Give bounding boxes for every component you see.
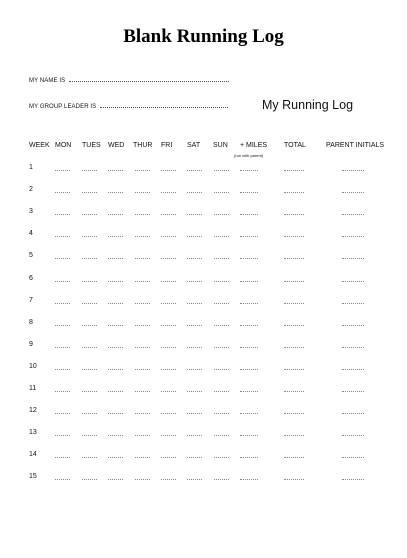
- sun-blank-line[interactable]: [214, 347, 229, 348]
- wed-blank-line[interactable]: [108, 457, 123, 458]
- sun-blank-line[interactable]: [214, 303, 229, 304]
- sat-blank-line[interactable]: [187, 236, 202, 237]
- total-blank-line[interactable]: [284, 281, 304, 282]
- wed-blank-line[interactable]: [108, 413, 123, 414]
- fri-blank-line[interactable]: [161, 281, 176, 282]
- page-title: Blank Running Log: [123, 26, 284, 47]
- total-blank-line[interactable]: [284, 192, 304, 193]
- fri-blank-line[interactable]: [161, 170, 176, 171]
- miles-blank-line[interactable]: [240, 325, 258, 326]
- week-number: 11: [29, 385, 37, 392]
- group-leader-blank-line[interactable]: [100, 107, 228, 108]
- thur-blank-line[interactable]: [135, 391, 150, 392]
- sat-blank-line[interactable]: [187, 347, 202, 348]
- mon-blank-line[interactable]: [55, 369, 70, 370]
- sun-blank-line[interactable]: [214, 413, 229, 414]
- sat-blank-line[interactable]: [187, 170, 202, 171]
- tues-blank-line[interactable]: [82, 258, 97, 259]
- week-number: 9: [29, 340, 33, 348]
- sun-blank-line[interactable]: [214, 258, 229, 259]
- parent-initials-blank-line[interactable]: [342, 369, 364, 370]
- mon-blank-line[interactable]: [55, 281, 70, 282]
- tues-blank-line[interactable]: [82, 347, 97, 348]
- header-mon: MON: [55, 142, 72, 149]
- week-number: 10: [29, 362, 37, 370]
- week-number: 8: [29, 318, 33, 326]
- miles-blank-line[interactable]: [240, 192, 258, 193]
- week-number: 4: [29, 230, 33, 238]
- week-number: 12: [29, 407, 37, 415]
- total-blank-line[interactable]: [284, 391, 304, 392]
- sun-blank-line[interactable]: [214, 391, 229, 392]
- total-blank-line[interactable]: [284, 413, 304, 414]
- total-blank-line[interactable]: [284, 236, 304, 237]
- thur-blank-line[interactable]: [135, 170, 150, 171]
- tues-blank-line[interactable]: [82, 303, 97, 304]
- fri-blank-line[interactable]: [161, 192, 176, 193]
- header-parent-initials: PARENT INITIALS: [326, 142, 385, 149]
- fri-blank-line[interactable]: [161, 236, 176, 237]
- tues-blank-line[interactable]: [82, 391, 97, 392]
- mon-blank-line[interactable]: [55, 214, 70, 215]
- group-leader-label: MY GROUP LEADER IS: [29, 104, 97, 110]
- mon-blank-line[interactable]: [55, 435, 70, 436]
- mon-blank-line[interactable]: [55, 170, 70, 171]
- wed-blank-line[interactable]: [108, 303, 123, 304]
- sat-blank-line[interactable]: [187, 435, 202, 436]
- group-leader-field: [29, 104, 228, 110]
- fri-blank-line[interactable]: [161, 325, 176, 326]
- wed-blank-line[interactable]: [108, 214, 123, 215]
- header-fri: FRI: [161, 142, 173, 149]
- thur-blank-line[interactable]: [135, 325, 150, 326]
- header-week: WEEK: [29, 142, 50, 149]
- week-number: 2: [29, 186, 33, 194]
- thur-blank-line[interactable]: [135, 214, 150, 215]
- parent-initials-blank-line[interactable]: [342, 192, 364, 193]
- thur-blank-line[interactable]: [135, 192, 150, 193]
- miles-blank-line[interactable]: [240, 170, 258, 171]
- thur-blank-line[interactable]: [135, 413, 150, 414]
- parent-initials-blank-line[interactable]: [342, 457, 364, 458]
- sat-blank-line[interactable]: [187, 258, 202, 259]
- parent-initials-blank-line[interactable]: [342, 236, 364, 237]
- mon-blank-line[interactable]: [55, 479, 70, 480]
- parent-initials-blank-line[interactable]: [342, 413, 364, 414]
- sat-blank-line[interactable]: [187, 479, 202, 480]
- miles-blank-line[interactable]: [240, 369, 258, 370]
- wed-blank-line[interactable]: [108, 479, 123, 480]
- miles-blank-line[interactable]: [240, 479, 258, 480]
- parent-initials-blank-line[interactable]: [342, 391, 364, 392]
- miles-blank-line[interactable]: [240, 236, 258, 237]
- fri-blank-line[interactable]: [161, 457, 176, 458]
- sun-blank-line[interactable]: [214, 214, 229, 215]
- fri-blank-line[interactable]: [161, 435, 176, 436]
- sun-blank-line[interactable]: [214, 281, 229, 282]
- fri-blank-line[interactable]: [161, 479, 176, 480]
- wed-blank-line[interactable]: [108, 325, 123, 326]
- thur-blank-line[interactable]: [135, 457, 150, 458]
- total-blank-line[interactable]: [284, 369, 304, 370]
- thur-blank-line[interactable]: [135, 258, 150, 259]
- miles-blank-line[interactable]: [240, 214, 258, 215]
- total-blank-line[interactable]: [284, 303, 304, 304]
- wed-blank-line[interactable]: [108, 258, 123, 259]
- header-sun: SUN: [213, 142, 228, 149]
- week-number: 3: [29, 208, 33, 216]
- total-blank-line[interactable]: [284, 258, 304, 259]
- total-blank-line[interactable]: [284, 347, 304, 348]
- total-blank-line[interactable]: [284, 457, 304, 458]
- tues-blank-line[interactable]: [82, 236, 97, 237]
- parent-initials-blank-line[interactable]: [342, 325, 364, 326]
- miles-blank-line[interactable]: [240, 391, 258, 392]
- parent-initials-blank-line[interactable]: [342, 258, 364, 259]
- tues-blank-line[interactable]: [82, 281, 97, 282]
- mon-blank-line[interactable]: [55, 413, 70, 414]
- thur-blank-line[interactable]: [135, 479, 150, 480]
- name-blank-line[interactable]: [69, 81, 229, 82]
- log-subtitle: My Running Log: [262, 98, 354, 112]
- header-thur: THUR: [133, 142, 153, 149]
- tues-blank-line[interactable]: [82, 457, 97, 458]
- header-wed: WED: [108, 142, 125, 149]
- sat-blank-line[interactable]: [187, 214, 202, 215]
- sat-blank-line[interactable]: [187, 413, 202, 414]
- tues-blank-line[interactable]: [82, 479, 97, 480]
- mon-blank-line[interactable]: [55, 258, 70, 259]
- wed-blank-line[interactable]: [108, 170, 123, 171]
- tues-blank-line[interactable]: [82, 435, 97, 436]
- thur-blank-line[interactable]: [135, 369, 150, 370]
- tues-blank-line[interactable]: [82, 214, 97, 215]
- wed-blank-line[interactable]: [108, 192, 123, 193]
- thur-blank-line[interactable]: [135, 303, 150, 304]
- parent-initials-blank-line[interactable]: [342, 214, 364, 215]
- total-blank-line[interactable]: [284, 325, 304, 326]
- parent-initials-blank-line[interactable]: [342, 347, 364, 348]
- name-label: MY NAME IS: [29, 78, 66, 84]
- header-sat: SAT: [187, 142, 201, 149]
- miles-blank-line[interactable]: [240, 303, 258, 304]
- thur-blank-line[interactable]: [135, 435, 150, 436]
- sun-blank-line[interactable]: [214, 479, 229, 480]
- fri-blank-line[interactable]: [161, 214, 176, 215]
- parent-initials-blank-line[interactable]: [342, 170, 364, 171]
- tues-blank-line[interactable]: [82, 192, 97, 193]
- week-number: 7: [29, 296, 33, 304]
- miles-blank-line[interactable]: [240, 347, 258, 348]
- week-number: 14: [29, 451, 37, 459]
- miles-blank-line[interactable]: [240, 457, 258, 458]
- week-number: 13: [29, 429, 37, 437]
- sat-blank-line[interactable]: [187, 192, 202, 193]
- miles-blank-line[interactable]: [240, 413, 258, 414]
- mon-blank-line[interactable]: [55, 303, 70, 304]
- sun-blank-line[interactable]: [214, 435, 229, 436]
- miles-note: (run with parent): [234, 153, 264, 158]
- tues-blank-line[interactable]: [82, 170, 97, 171]
- thur-blank-line[interactable]: [135, 281, 150, 282]
- wed-blank-line[interactable]: [108, 236, 123, 237]
- wed-blank-line[interactable]: [108, 391, 123, 392]
- parent-initials-blank-line[interactable]: [342, 435, 364, 436]
- sat-blank-line[interactable]: [187, 369, 202, 370]
- name-field: [29, 78, 229, 84]
- sun-blank-line[interactable]: [214, 170, 229, 171]
- sun-blank-line[interactable]: [214, 325, 229, 326]
- fri-blank-line[interactable]: [161, 391, 176, 392]
- total-blank-line[interactable]: [284, 479, 304, 480]
- thur-blank-line[interactable]: [135, 236, 150, 237]
- mon-blank-line[interactable]: [55, 391, 70, 392]
- sat-blank-line[interactable]: [187, 303, 202, 304]
- sat-blank-line[interactable]: [187, 325, 202, 326]
- sun-blank-line[interactable]: [214, 236, 229, 237]
- parent-initials-blank-line[interactable]: [342, 303, 364, 304]
- wed-blank-line[interactable]: [108, 347, 123, 348]
- miles-blank-line[interactable]: [240, 258, 258, 259]
- fri-blank-line[interactable]: [161, 369, 176, 370]
- total-blank-line[interactable]: [284, 435, 304, 436]
- sun-blank-line[interactable]: [214, 369, 229, 370]
- mon-blank-line[interactable]: [55, 192, 70, 193]
- header-miles: + MILES: [240, 142, 268, 149]
- mon-blank-line[interactable]: [55, 457, 70, 458]
- week-number: 6: [29, 274, 33, 282]
- wed-blank-line[interactable]: [108, 435, 123, 436]
- parent-initials-blank-line[interactable]: [342, 479, 364, 480]
- header-tues: TUES: [82, 142, 101, 149]
- tues-blank-line[interactable]: [82, 413, 97, 414]
- fri-blank-line[interactable]: [161, 303, 176, 304]
- fri-blank-line[interactable]: [161, 258, 176, 259]
- wed-blank-line[interactable]: [108, 281, 123, 282]
- mon-blank-line[interactable]: [55, 236, 70, 237]
- week-number: 5: [29, 252, 33, 260]
- sun-blank-line[interactable]: [214, 192, 229, 193]
- week-number: 15: [29, 473, 37, 481]
- total-blank-line[interactable]: [284, 214, 304, 215]
- sat-blank-line[interactable]: [187, 281, 202, 282]
- header-total: TOTAL: [284, 142, 306, 149]
- parent-initials-blank-line[interactable]: [342, 281, 364, 282]
- mon-blank-line[interactable]: [55, 325, 70, 326]
- tues-blank-line[interactable]: [82, 369, 97, 370]
- miles-blank-line[interactable]: [240, 435, 258, 436]
- total-blank-line[interactable]: [284, 170, 304, 171]
- sun-blank-line[interactable]: [214, 457, 229, 458]
- sat-blank-line[interactable]: [187, 391, 202, 392]
- wed-blank-line[interactable]: [108, 369, 123, 370]
- tues-blank-line[interactable]: [82, 325, 97, 326]
- sat-blank-line[interactable]: [187, 457, 202, 458]
- mon-blank-line[interactable]: [55, 347, 70, 348]
- miles-blank-line[interactable]: [240, 281, 258, 282]
- thur-blank-line[interactable]: [135, 347, 150, 348]
- fri-blank-line[interactable]: [161, 413, 176, 414]
- fri-blank-line[interactable]: [161, 347, 176, 348]
- week-number: 1: [29, 164, 33, 171]
